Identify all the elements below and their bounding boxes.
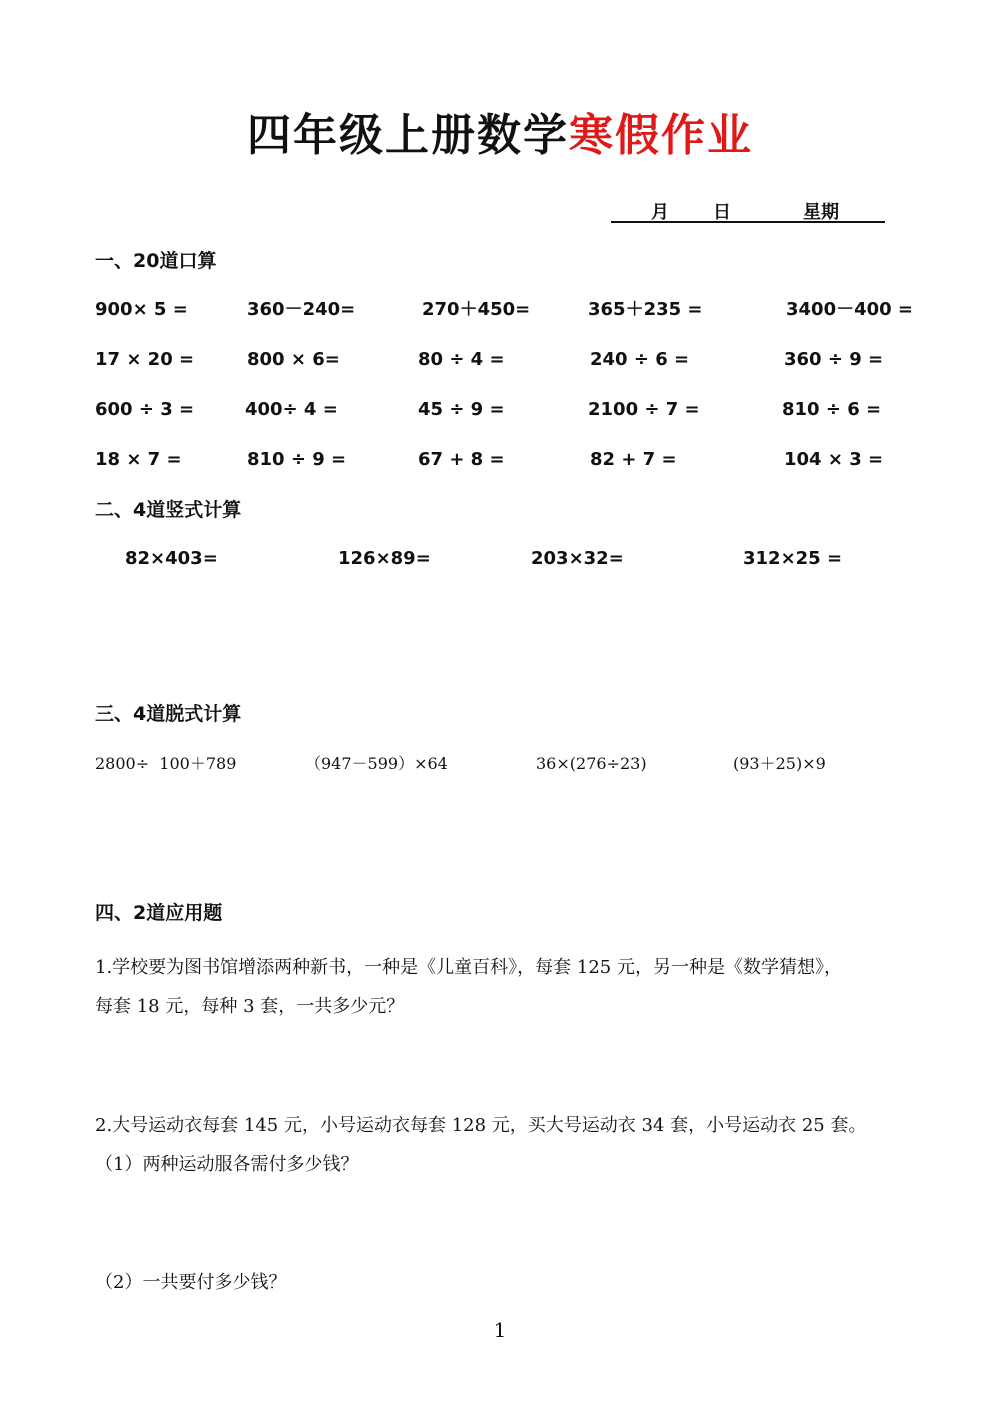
mental-math-item: 17 × 20 = [95,349,195,370]
mental-math-item: 270＋450= [422,299,531,320]
vertical-calc-item: 126×89= [338,548,431,569]
word-problem-2-question-1: （1）两种运动服各需付多少钱？ [95,1154,359,1175]
mental-math-item: 45 ÷ 9 = [418,399,505,420]
mental-math-item: 365＋235 = [588,299,703,320]
word-problem-1-line-1: 1.学校要为图书馆增添两种新书，一种是《儿童百科》，每套 125 元，另一种是《数学猜想》， [95,957,842,978]
mental-math-item: 900× 5 = [95,299,188,320]
mental-math-item: 82 + 7 = [590,449,677,470]
word-problem-1-line-2: 每套 18 元，每种 3 套，一共多少元？ [95,996,405,1017]
step-calc-item: 2800÷ 100＋789 [95,754,237,773]
vertical-calc-item: 203×32= [531,548,624,569]
mental-math-item: 80 ÷ 4 = [418,349,505,370]
mental-math-item: 400÷ 4 = [245,399,338,420]
section-heading-step-calc: 三、4道脱式计算 [95,703,242,725]
mental-math-item: 360 ÷ 9 = [784,349,884,370]
step-calc-item: （947－599）×64 [305,754,448,773]
title-highlight: 寒假作业 [569,110,753,161]
mental-math-item: 240 ÷ 6 = [590,349,690,370]
mental-math-item: 3400－400 = [786,299,914,320]
section-heading-vertical-calc: 二、4道竖式计算 [95,499,242,521]
word-problem-2-line-1: 2.大号运动衣每套 145 元，小号运动衣每套 128 元，买大号运动衣 34 套，小号运动衣 25 套。 [95,1115,867,1136]
mental-math-item: 360－240= [247,299,356,320]
step-calc-item: 36×(276÷23) [536,754,647,773]
page-number: 1 [493,1318,507,1342]
date-month: 月 [651,202,669,223]
section-heading-word-problems: 四、2道应用题 [95,902,223,924]
mental-math-item: 2100 ÷ 7 = [588,399,700,420]
vertical-calc-item: 82×403= [125,548,218,569]
mental-math-item: 810 ÷ 9 = [247,449,347,470]
date-day: 日 [713,202,731,223]
mental-math-item: 104 × 3 = [784,449,884,470]
title-main: 四年级上册数学 [247,110,569,161]
date-weekday: 星期 [803,202,839,223]
section-heading-mental-math: 一、20道口算 [95,250,217,272]
mental-math-item: 810 ÷ 6 = [782,399,882,420]
mental-math-item: 600 ÷ 3 = [95,399,195,420]
mental-math-item: 800 × 6= [247,349,340,370]
word-problem-2-question-2: （2）一共要付多少钱？ [95,1272,287,1293]
mental-math-item: 18 × 7 = [95,449,182,470]
step-calc-item: (93＋25)×9 [733,754,826,773]
page-title [0,108,1000,164]
date-line [611,196,885,223]
vertical-calc-item: 312×25 = [743,548,843,569]
mental-math-item: 67 + 8 = [418,449,505,470]
